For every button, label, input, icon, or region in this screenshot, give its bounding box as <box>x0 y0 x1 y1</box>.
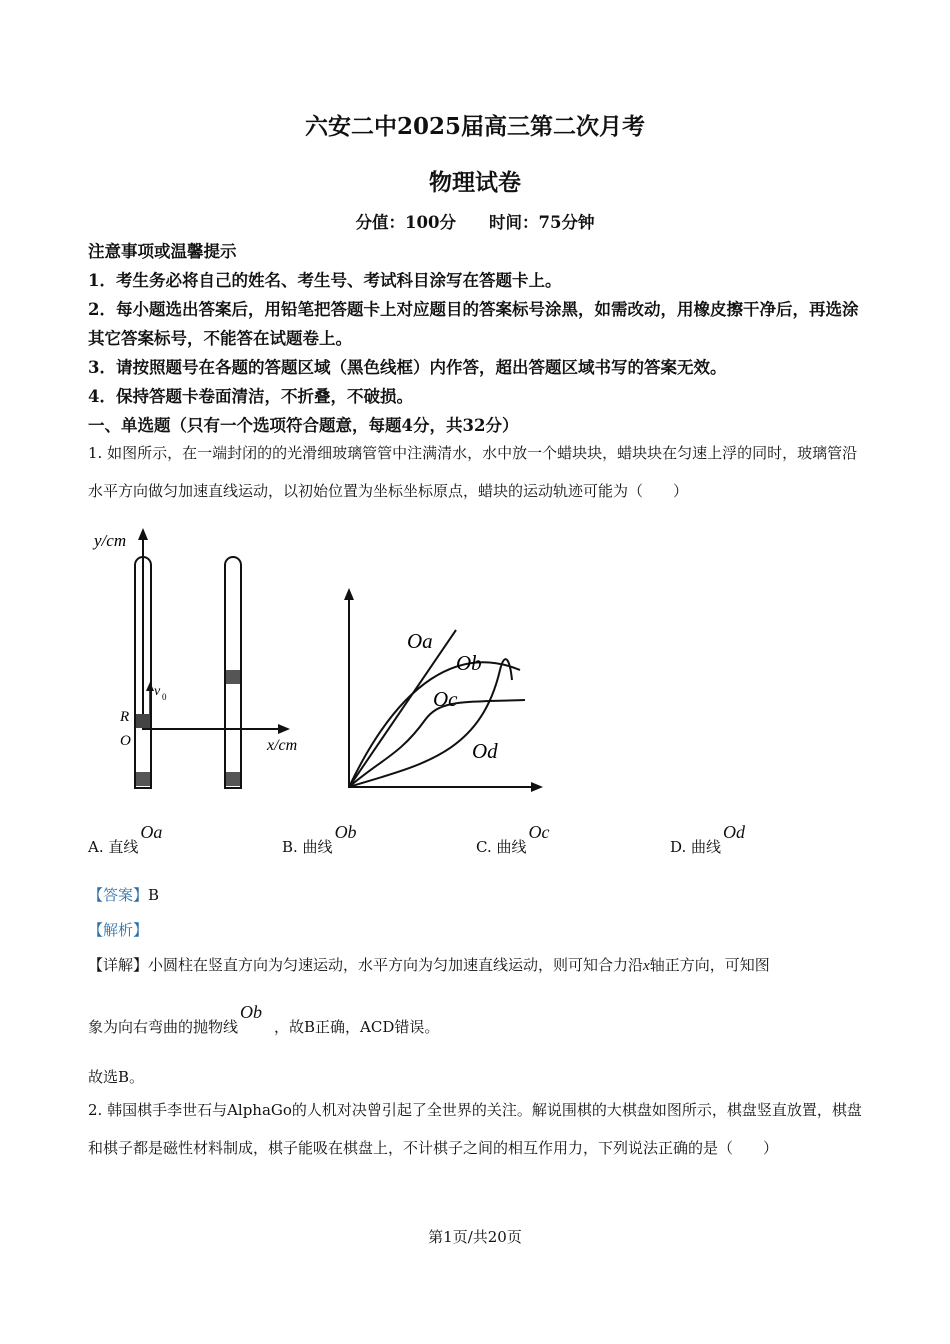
conclusion: 故选B。 <box>88 1068 145 1086</box>
notice-item: 3．请按照题号在各题的答题区域（黑色线框）内作答，超出答题区域书写的答案无效。 <box>88 358 727 377</box>
score-time: 分值：100分 时间：75分钟 <box>355 213 595 232</box>
question-1-figure <box>80 520 560 805</box>
wax-block-R <box>136 714 150 728</box>
graph-x-arrowhead <box>531 782 543 792</box>
section-heading: 一、单选题（只有一个选项符合题意，每题4分，共32分） <box>88 416 519 435</box>
wax-block-bottom-left <box>136 772 150 786</box>
notice-block <box>88 237 868 440</box>
notice-heading: 注意事项或温馨提示 <box>88 242 237 261</box>
label-Oa: Oa <box>407 629 433 653</box>
y-axis-label: y/cm <box>94 531 127 550</box>
y-axis-arrowhead <box>138 528 148 540</box>
x-axis-arrowhead <box>278 724 290 734</box>
answer-value: B <box>148 886 160 904</box>
trajectory-Oc <box>349 700 525 787</box>
exam-title: 六安二中2025届高三第二次月考 <box>304 113 645 140</box>
wax-block-right-top <box>226 670 240 684</box>
detail-line-2: 象为向右弯曲的抛物线Ob，故B正确，ACD错误。 <box>88 1002 440 1036</box>
option-b: B. 曲线Ob <box>282 822 357 856</box>
detail-line-1: 【详解】小圆柱在竖直方向为匀速运动，水平方向为匀加速直线运动，则可知合力沿x轴正方向，可知图 <box>88 956 770 974</box>
answer-line <box>88 884 159 905</box>
x-axis-label: x/cm <box>267 737 298 754</box>
label-Ob: Ob <box>456 651 482 675</box>
question-2-stem: 2. 韩国棋手李世石与AlphaGo的人机对决曾引起了全世界的关注。解说围棋的大棋盘如图所示，棋盘竖直放置，棋盘和棋子都是磁性材料制成，棋子能吸在棋盘上，不计棋子之间的相互作用力，下列说法正确的是（ ） <box>88 1101 862 1157</box>
v0-label: v <box>154 684 161 699</box>
analysis-tag: 【解析】 <box>88 921 149 939</box>
option-a: A. 直线Oa <box>88 822 163 856</box>
trajectory-Ob <box>349 662 520 787</box>
O-label: O <box>120 733 131 749</box>
v0-arrowhead <box>146 682 154 691</box>
R-label: R <box>120 709 130 725</box>
answer-tag: 【答案】 <box>88 886 149 904</box>
notice-item: 1．考生务必将自己的姓名、考生号、考试科目涂写在答题卡上。 <box>88 271 562 290</box>
label-Oc: Oc <box>433 687 458 711</box>
question-1-stem: 1. 如图所示，在一端封闭的的光滑细玻璃管管中注满清水，水中放一个蜡块块，蜡块块在匀速上浮的同时，玻璃管沿水平方向做匀加速直线运动，以初始位置为坐标坐标原点，蜡块的运动轨迹可能为（ ） <box>88 444 858 500</box>
notice-item: 4．保持答题卡卷面清洁，不折叠，不破损。 <box>88 387 413 406</box>
label-Od: Od <box>472 739 498 763</box>
notice-item: 2．每小题选出答案后，用铅笔把答题卡上对应题目的答案标号涂黑，如需改动，用橡皮擦干净后，再选涂其它答案标号，不能答在试题卷上。 <box>88 300 859 348</box>
option-d: D. 曲线Od <box>670 822 746 856</box>
wax-block-bottom-right <box>226 772 240 786</box>
subject-title: 物理试卷 <box>429 169 521 196</box>
page-footer: 第1页/共20页 <box>428 1228 522 1246</box>
graph-y-arrowhead <box>344 588 354 600</box>
v0-subscript: 0 <box>162 692 167 702</box>
detail-curve: Ob <box>240 1002 263 1022</box>
option-c: C. 曲线Oc <box>476 822 550 856</box>
